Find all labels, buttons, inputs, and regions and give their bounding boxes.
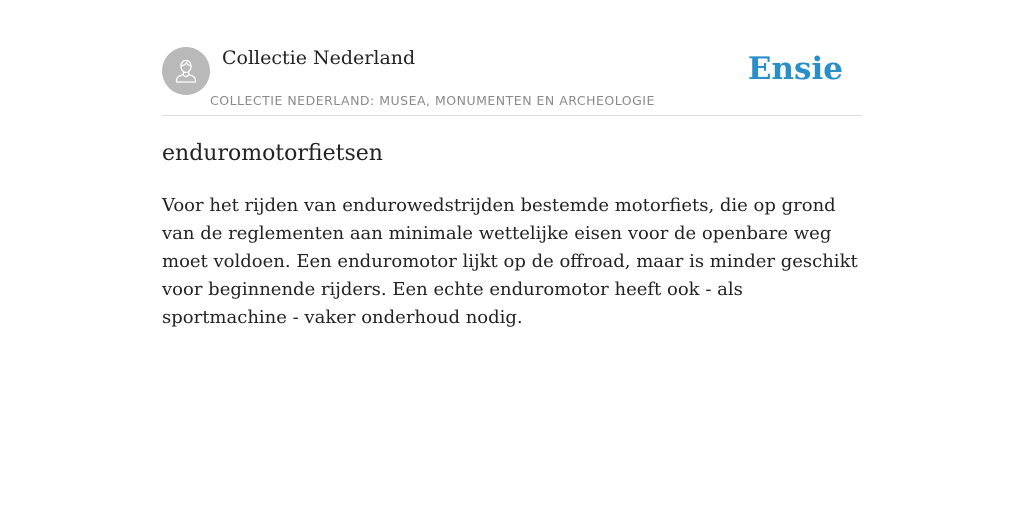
author-avatar[interactable] [162, 47, 210, 95]
author-name[interactable]: Collectie Nederland [222, 47, 416, 69]
author-subtitle[interactable]: COLLECTIE NEDERLAND: MUSEA, MONUMENTEN EN ARCHEOLOGIE [210, 93, 655, 108]
user-silhouette-icon [171, 56, 201, 86]
entry-term: enduromotorfietsen [162, 141, 383, 166]
ensie-logo[interactable]: Ensie [747, 51, 843, 87]
entry-header [162, 0, 862, 116]
entry-card [162, 0, 862, 512]
entry-definition: Voor het rijden van endurowedstrijden bestemde motorfiets, die op grond van de reglementen aan minimale wettelijke eisen voor de openbare weg moet voldoen. Een enduromotor lijkt op de offroad, maar is minder geschikt voor beginnende rijders. Een echte enduromotor heeft ook - als sportmachine - vaker onderhoud nodig. [162, 195, 858, 328]
